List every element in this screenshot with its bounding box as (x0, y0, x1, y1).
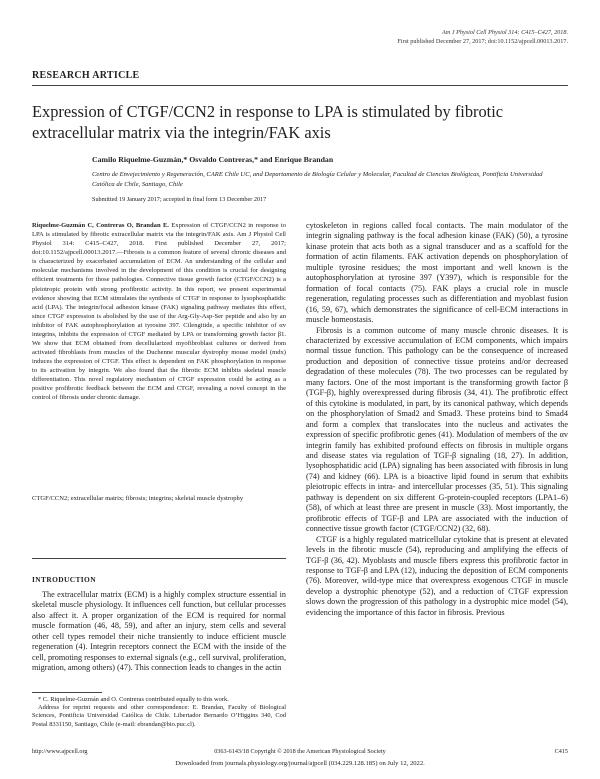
page-number: C415 (554, 748, 568, 755)
right-paragraph-2: Fibrosis is a common outcome of many muscle chronic diseases. It is characterized by excessive accumulation of ECM components, which impairs normal tissue function. This pathology can be the consequence of increased production and deposition of connective tissue proteins and/or decreased degradation of these molecules (78). The two processes can be regulated by many factors. One of the most important is the transforming growth factor β (TGF-β), highly overexpressed during fibrosis (34, 41). The profibrotic effect of this cytokine is modulated, in part, by its canonical pathway, which depends on the phosphorylation of Smad2 and Smad3. These proteins bind to Smad4 and form a complex that translocates into the nucleus and activates the expression of specific profibrotic genes (41). Modulation of members of the αv integrin family has exhibited profound effects on fibrosis in multiple organs and disease states via regulation of TGF-β signaling (18, 27). In addition, lysophosphatidic acid (LPA) signaling has been associated with fibrosis in lung (74) and kidney (66). LPA is a bioactive lipid found in serum that exhibits pleiotropic effects in intra- and intercellular processes (35, 51). This signaling pathway is dependent on six different G-protein-coupled receptors (LPA1–6) (58), of which at least three are present in muscle (33). Most importantly, the profibrotic effects of TGF-β and LPA are associated with the induction of connective tissue growth factor (CTGF/CCN2) (32, 68). (306, 325, 568, 534)
submission-dates: Submitted 19 January 2017; accepted in final form 13 December 2017 (92, 196, 267, 203)
right-paragraph-1: cytoskeleton in regions called focal contacts. The main modulator of the integrin signaling pathway is the focal adhesion kinase (FAK) (50), a tyrosine kinase protein that acts both as a signal transducer and as a scaffold for the formation of actin filaments. FAK activation depends on phosphorylation of multiple tyrosine residues; the most important and well known is the autophosphorylation at tyrosine 397 (Y397), which is responsible for the formation of focal contacts (75). FAK plays a crucial role in muscle regeneration, regulating processes such as differentiation and myoblast fusion (16, 59, 67), which demonstrates the significance of cell-ECM interactions in muscle homeostasis. (306, 221, 568, 325)
published-line: First published December 27, 2017; doi:10.1152/ajpcell.00013.2017. (397, 38, 568, 45)
footnote (32, 692, 286, 729)
abstract-body: Expression of CTGF/CCN2 in response to LPA is stimulated by fibrotic extracellular matrix via the integrin/FAK axis. Am J Physiol Cell Physiol 314: C415–C427, 2018. First published December 27, 2017; doi:10.1152/ajpcell.00013.2017.—Fibrosis is a common feature of several chronic diseases and is characterized by exacerbated accumulation of ECM. An understanding of the cellular and molecular mechanisms involved in the development of this condition is crucial for designing efficient treatments for those pathologies. Connective tissue growth factor (CTGF/CCN2) is a pleiotropic protein with strong profibrotic activity. In this report, we present experimental evidence showing that ECM stimulates the synthesis of CTGF in response to lysophosphatidic acid (LPA). The integrin/focal adhesion kinase (FAK) signaling pathway mediates this effect, since CTGF expression is abolished by the use of the Arg-Gly-Asp-Ser peptide and also by an inhibitor of FAK autophosphorylation at tyrosine 397. Cilengitide, a specific inhibitor of αv integrins, inhibits the expression of CTGF mediated by LPA or transforming growth factor β1. We show that ECM obtained from decellularized myofibroblast cultures or derived from activated fibroblasts from muscles of the Duchenne muscular dystrophy mouse model (mdx) induces the expression of CTGF. This effect is dependent on FAK phosphorylation in response to its activation by integrin. We also found that the fibrotic ECM inhibits skeletal muscle differentiation. This novel regulatory mechanism of CTGF expression could be acting as a positive profibrotic feedback between the ECM and CTGF, revealing a novel concept in the control of fibrosis under chronic damage. (32, 222, 286, 402)
authors: Camilo Riquelme-Guzmán,* Osvaldo Contreras,* and Enrique Brandan (92, 155, 334, 164)
abstract-end-rule (32, 558, 286, 559)
keywords (32, 494, 286, 503)
journal-url[interactable]: http://www.ajpcell.org (32, 748, 88, 755)
article-type: RESEARCH ARTICLE (32, 70, 140, 81)
footnote-address: Address for reprint requests and other correspondence: E. Brandan, Faculty of Biological Sciences, Pontificia Universidad Católica de Chile. Libertador Bernardo O’Higgins 340, Cod Postal 8331150, Santiago, Chile (e-mail: ebrandan@bio.puc.cl). (32, 704, 286, 728)
copyright: 0363-6143/18 Copyright © 2018 the American Physiological Society (214, 748, 386, 755)
abstract-citation-lead: Riquelme-Guzmán C, Contreras O, Brandan E. (32, 222, 169, 229)
intro-text: The extracellular matrix (ECM) is a highly complex structure essential in skeletal muscle physiology. It influences cell function, but cellular processes also affect it. A proper organization of the ECM is required for normal muscle formation (46, 48, 59), and after an injury, stem cells and several other cell types remodel their niche transiently to induce efficient muscle regeneration (4). Integrin receptors connect the ECM with the inside of the cell, promoting responses to external signals (e.g., cell survival, proliferation, migration, among others) (47). This connection leads to changes in the actin (32, 590, 286, 673)
footnote-rule (32, 692, 102, 693)
journal-citation: Am J Physiol Cell Physiol 314: C415–C427, 2018. (442, 29, 568, 36)
download-notice: Downloaded from journals.physiology.org/journal/ajpcell (034.229.128.185) on July 12, 2022. (175, 760, 425, 767)
keywords-text: CTGF/CCN2; extracellular matrix; fibrosis; integrins; skeletal muscle dystrophy (32, 495, 244, 502)
right-paragraph-3: CTGF is a highly regulated matricellular cytokine that is present at elevated levels in the fibrotic muscle (54), reproducing and amplifying the effects of TGF-β (36, 42). Myoblasts and muscle fibers express this profibrotic factor in response to TGF-β and LPA (12), inducing the deposition of ECM components (76). Moreover, wild-type mice that overexpress exogenous CTGF in muscle develop a dystrophic phenotype (52), and a reduction of CTGF expression slows down the progression of this pathology in a dystrophic mice model (54), evidencing the importance of this factor in fibrosis. Previous (306, 534, 568, 617)
abstract (32, 221, 286, 403)
footnote-contribution: * C. Riquelme-Guzmán and O. Contreras contributed equally to this work. (38, 696, 229, 703)
introduction-paragraph (32, 590, 286, 674)
header-rule (32, 85, 568, 86)
article-title: Expression of CTGF/CCN2 in response to LPA is stimulated by fibrotic extracellular matrix via the integrin/FAK axis (32, 102, 504, 142)
right-column (306, 221, 568, 618)
affiliation: Centro de Envejecimiento y Regeneración, CARE Chile UC, and Departamento de Biología Celular y Molecular, Facultad de Ciencias Biológicas, Pontificia Universidad Católica de Chile, Santiago, Chile (92, 171, 543, 188)
introduction-heading: INTRODUCTION (32, 575, 96, 584)
